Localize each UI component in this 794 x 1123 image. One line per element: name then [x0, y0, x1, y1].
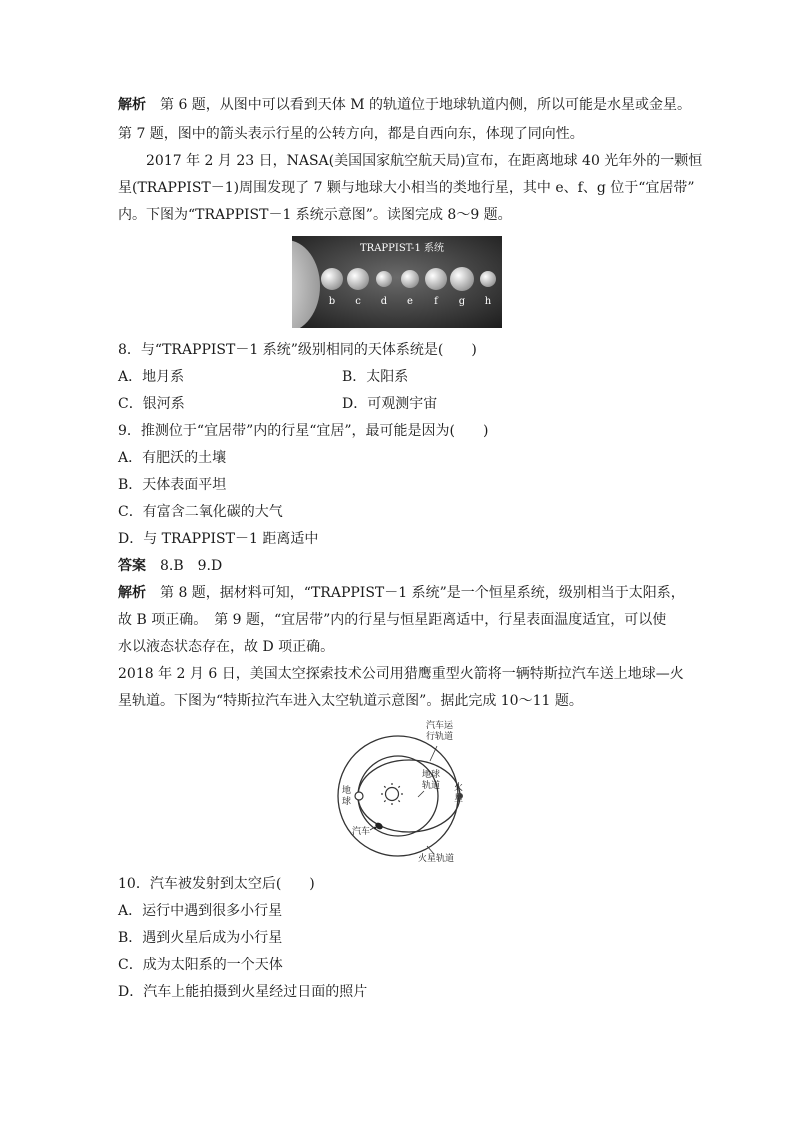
q9-option-a: A．有肥沃的土壤 — [118, 450, 227, 466]
analysis-label: 解析 — [118, 585, 146, 601]
planet-d — [376, 271, 392, 287]
q8-option-d: D．可观测宇宙 — [342, 396, 438, 412]
car-label: 汽车 — [352, 827, 371, 837]
analysis-paragraph-8-9 — [118, 583, 685, 603]
question-10-stem: 10．汽车被发射到太空后( ) — [118, 876, 315, 892]
sun-icon — [381, 783, 403, 805]
answer-line — [118, 556, 222, 576]
earth-orbit-label: 轨道 — [422, 781, 441, 791]
planet-label-e: e — [407, 296, 413, 307]
material-line: 2017 年 2 月 23 日，NASA(美国国家航空航天局)宣布，在距离地球 40 光年外的一颗恒 — [146, 153, 703, 169]
figure-title: TRAPPIST-1 系统 — [360, 243, 444, 254]
planet-label-d: d — [380, 296, 388, 307]
material-line: 星(TRAPPIST－1)周围发现了 7 颗与地球大小相当的类地行星，其中 e、f、g 位于“宜居带” — [118, 180, 695, 196]
earth-icon — [355, 792, 363, 800]
car-orbit-label: 汽车运 — [426, 721, 454, 731]
q9-option-d: D．与 TRAPPIST－1 距离适中 — [118, 531, 319, 547]
planet-label-g: g — [458, 296, 466, 307]
planet-e — [401, 270, 419, 288]
q8-option-a: A．地月系 — [118, 369, 185, 385]
material-line: 2018 年 2 月 6 日，美国太空探索技术公司用猎鹰重型火箭将一辆特斯拉汽车送上地球—火 — [118, 666, 684, 682]
q10-option-d: D．汽车上能拍摄到火星经过日面的照片 — [118, 984, 368, 1000]
q8-option-b: B．太阳系 — [342, 369, 409, 385]
car-orbit — [358, 760, 460, 832]
planet-h — [480, 271, 496, 287]
planet-c — [347, 268, 369, 290]
material-line: 内。下图为“TRAPPIST－1 系统示意图”。读图完成 8～9 题。 — [118, 207, 512, 223]
planet-label-f: f — [434, 296, 438, 307]
q9-option-b: B．天体表面平坦 — [118, 477, 227, 493]
analysis-label: 解析 — [118, 97, 146, 113]
question-9-stem: 9．推测位于“宜居带”内的行星“宜居”，最可能是因为( ) — [118, 423, 489, 439]
planet-label-c: c — [355, 296, 361, 307]
earth-label: 地 — [342, 786, 352, 796]
mars-label: 星 — [454, 794, 464, 804]
tesla-orbit-figure — [330, 718, 470, 864]
car-orbit-label: 行轨道 — [426, 732, 454, 742]
answer-label: 答案 — [118, 558, 146, 574]
analysis-text: 第 6 题，从图中可以看到天体 M 的轨道位于地球轨道内侧，所以可能是水星或金星。 — [146, 97, 692, 113]
mars-orbit-label: 火星轨道 — [418, 854, 455, 864]
planet-b — [321, 268, 343, 290]
question-8-stem: 8．与“TRAPPIST－1 系统”级别相同的天体系统是( ) — [118, 342, 477, 358]
q10-option-c: C．成为太阳系的一个天体 — [118, 957, 283, 973]
analysis-line: 故 B 项正确。 第 9 题，“宜居带”内的行星与恒星距离适中，行星表面温度适宜，可以使 — [118, 612, 667, 628]
analysis-line: 水以液态状态存在，故 D 项正确。 — [118, 639, 335, 655]
earth-orbit-label: 地球 — [422, 770, 441, 780]
analysis-text: 第 8 题，据材料可知，“TRAPPIST－1 系统”是一个恒星系统，级别相当于太阳系， — [146, 585, 685, 601]
planet-label-b: b — [328, 296, 336, 307]
q9-option-c: C．有富含二氧化碳的大气 — [118, 504, 283, 520]
q8-option-c: C．银河系 — [118, 396, 185, 412]
planet-g — [450, 267, 474, 291]
answer-text: 8.B 9.D — [146, 558, 223, 574]
material-line: 星轨道。下图为“特斯拉汽车进入太空轨道示意图”。据此完成 10～11 题。 — [118, 693, 583, 709]
q10-option-b: B．遇到火星后成为小行星 — [118, 930, 283, 946]
mars-label: 火 — [454, 783, 464, 793]
analysis-line: 第 7 题，图中的箭头表示行星的公转方向，都是自西向东，体现了同向性。 — [118, 126, 584, 142]
q10-option-a: A．运行中遇到很多小行星 — [118, 903, 283, 919]
trappist-1-system-figure — [292, 236, 502, 328]
planet-label-h: h — [484, 296, 492, 307]
earth-label: 球 — [342, 797, 352, 807]
planet-f — [425, 268, 447, 290]
analysis-paragraph-6-7 — [118, 95, 691, 115]
